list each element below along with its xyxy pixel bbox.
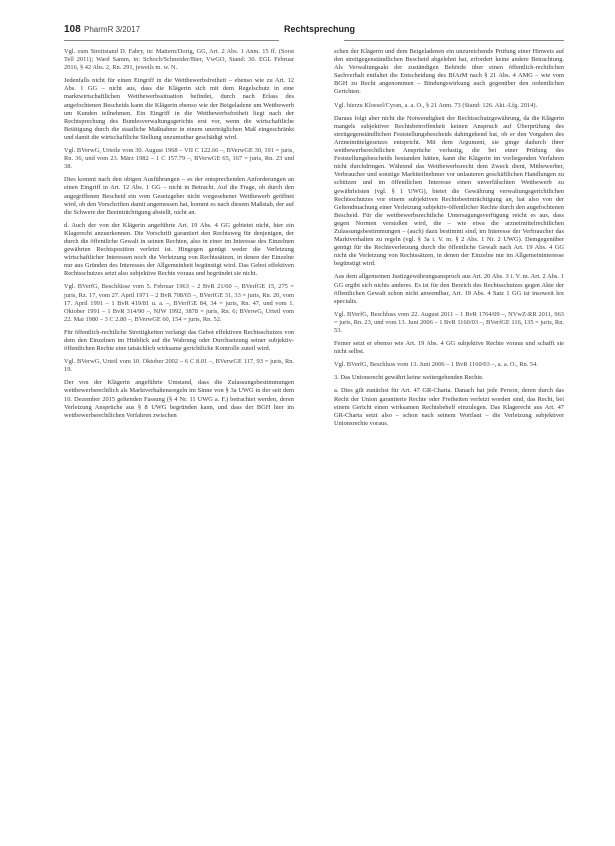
- paragraph: a. Dies gilt zunächst für Art. 47 GR-Charta. Danach hat jede Person, deren durch das Recht der Union garantierte Rechte oder Freiheiten verletzt worden sind, das Recht, bei einem Gericht einen wirksamen Rechtsbehelf einzulegen. Das Klagerecht aus Art. 47 GR-Charta setzt also – schon nach seinem Wortlaut – die Verletzung subjektiver Unionsrechte voraus.: [334, 387, 564, 427]
- journal-issue: PharmR 3/2017: [84, 25, 141, 34]
- paragraph: Aus dem allgemeinen Justizgewährungsanspruch aus Art. 20 Abs. 3 i. V. m. Art. 2 Abs. 1 GG ergibt sich nichts anderes. Es ist für den Bereich des Rechtsschutzes gegen Akte der öffentlichen Gewalt schon nicht anwendbar, Art. 19 Abs. 4 Satz 1 GG ist insoweit lex specialis.: [334, 273, 564, 305]
- paragraph: Für öffentlich-rechtliche Streitigkeiten verlangt das Gebot effektiven Rechtsschutzes von dem den Einzelnen im Hinblick auf die Wahrung oder Durchsetzung seiner subjektiv-öffentlichen Rechte eine tatsächlich wirksame gerichtliche Kontrolle zuteil wird.: [64, 328, 294, 353]
- paragraph: Vgl. BVerwG, Urteil vom 10. Oktober 2002 – 6 C 8.01 –, BVerwGE 117, 93 = juris, Rn. 19.: [64, 358, 294, 374]
- header-rule-left: [64, 40, 279, 41]
- paragraph: d. Auch der von der Klägerin angeführte Art. 19 Abs. 4 GG gebietet nicht, hier ein Klagerecht anzuerkennen. Die Vorschrift garantiert den Rechtsweg für denjenigen, der durch die öffentliche Gewalt in seinen Rechten, also in einer im Interesse des Einzelnen gewährten Rechtsposition verletzt ist. Hingegen genügt weder die Verletzung wirtschaftlicher Interessen noch die Verletzung von Rechtssätzen, in denen der Einzelne nur aus Gründen des Interesses der Allgemeinheit begünstigt wird. Das Gebot effektiven Rechtsschutzes setzt also subjektive Rechte voraus und begründet sie nicht.: [64, 221, 294, 278]
- paragraph: Der von der Klägerin angeführte Umstand, dass die Zulassungsbestimmungen wettbewerbsrechtlich als Marktverhaltensregeln im Sinne von § 3a UWG in der seit dem 10. Dezember 2015 geltenden Fassung (§ 4 Nr. 11 UWG a. F.) betrachtet werden, deren Verletzung Ansprüche aus § 8 UWG begründen kann, und dass der BGH hier im wettbewerbsrechtlichen Verfahren zwischen: [64, 379, 294, 419]
- paragraph: Ferner setzt er ebenso wie Art. 19 Abs. 4 GG subjektive Rechte voraus und schafft sie nicht selbst.: [334, 340, 564, 356]
- section-title: Rechtsprechung: [284, 24, 356, 34]
- header-rule-right: [344, 40, 564, 41]
- paragraph: Vgl. BVerfG, Beschluss vom 22. August 2011 – 1 BvR 1764/09 –, NVwZ-RR 2011, 963 = juris, Rn. 23, und vom 13. Juni 2006 – 1 BvR 1160/03 –, BVerfGE 116, 135 = juris, Rn. 53.: [334, 310, 564, 334]
- paragraph: 3. Das Unionsrecht gewährt keine weitergehenden Rechte.: [334, 374, 484, 382]
- right-column: [334, 48, 564, 433]
- page-header: [64, 22, 564, 44]
- paragraph: Vgl. BVerwG, Urteile vom 30. August 1968 – VII C 122.66 –, BVerwGE 30, 191 = juris, Rn. 36, und vom 23. März 1982 – 1 C 157.79 –, BVerwGE 65, 167 = juris, Rn. 23 und 38.: [64, 147, 294, 171]
- paragraph: schen der Klägerin und dem Beigeladenen ein unzureichende Prüfung einer Hinweis auf den streitgegenständlichen Bescheid abgelehnt hat, erfordert keine andere Betrachtung. Als Verwaltungsakt der zuständigen Behörde über einen öffentlich-rechtlichen Sachverhalt entfaltet die Entscheidung des BfArM nach § 21 Abs. 4 AMG – wie vom BGH zu Recht angenommen – Bindungswirkung auch gegenüber den ordentlichen Gerichten.: [334, 48, 564, 96]
- paragraph: Vgl. BVerfG, Beschluss vom 13. Juni 2006 – 1 BvR 1160/03 –, a. a. O., Rn. 54.: [334, 361, 538, 369]
- paragraph: Daraus folgt aber nicht die Notwendigkeit der Rechtsschutzgewährung, da die Klägerin mangels subjektiver Rechtsbetroffenheit keinen Anspruch auf Überprüfung des streitgegenständlichen Feststellungsbescheids dahingehend hat, ob er den Vorgaben des Arzneimittelgesetzes entspricht. Mit dem Argument, sie ginge dadurch ihrer wettbewerbsrechtlichen Ansprüche verlustig, die bei einer Prüfung des Feststellungsbescheids bestanden hätten, kann die Klägerin im vorliegenden Verfahren nicht durchdringen. Während das Wettbewerbsrecht dem Zweck dient, Mitbewerber, Verbraucher und sonstige Marktteilnehmer vor unlauteren geschäftlichen Handlungen zu schützen und im öffentlichen Interesse einen unverfälschten Wettbewerb zu gewährleisten (vgl. § 1 UWG), bietet die Gewährung verwaltungsgerichtlichen Rechtsschutzes vor einem subjektiven Rechtsbeeinträchtigung an, hat also von der Geltendmachung einer Verletzung subjektiv-öffentlicher Rechte durch den angefochtenen Bescheid. Für die wettbewerbsrechtliche Untersagungsverfügung reicht es aus, dass gegen Normen verstoßen wird, die – wie etwa die arzneimittelrechtlichen Zulassungsbestimmungen – (auch) dazu bestimmt sind, im Interesse der Verbraucher das Marktverhalten zu regeln (vgl. § 3a i. V. m. § 2 Abs. 1 Nr. 2 UWG). Demgegenüber genügt für die Rechtsverletzung durch die öffentliche Gewalt nach Art. 19 Abs. 4 GG nicht die Verletzung von Rechtssätzen, in denen der Einzelne nur im Allgemeininteresse begünstigt wird.: [334, 114, 564, 268]
- paragraph: Jedenfalls nicht für einen Eingriff in die Wettbewerbsfreiheit – ebenso wie zu Art. 12 Abs. 1 GG – nicht aus, dass die Klägerin sich mit dem Regelschutz in eine marktwirtschaftlichen Wettbewerbssituation befindet, durch nach Erlass des angefochtenen Bescheids kann die Klägerin ebenso wie der Beigeladene um Wettbewerb um Kunden teilnehmen. Ein Eingriff in die Wettbewerbsfreiheit liegt nach der Rechtsprechung des Bundesverwaltungsgerichts erst vor, wenn die wirtschaftliche Betätigung durch die staatliche Maßnahme in einem unerträglichen Maß eingeschränkt und damit die wirtschaftliche Stellung unzumutbar geschädigt wird.: [64, 77, 294, 141]
- paragraph: Vgl. BVerfG, Beschlüsse vom 5. Februar 1963 – 2 BvR 21/60 –, BVerfGE 15, 275 = juris, Rz. 17, vom 27. April 1971 – 2 BvR 708/65 –, BVerfGE 31, 33 = juris, Rn. 20, vom 17. April 1991 – 1 BvR 419/81 u. a. –, BVerfGE 84, 34 = juris, Rn. 47, und vom 1. Oktober 1991 – 1 BvR 314/90 –, NJW 1992, 3878 = juris, Rn. 6; BVerwG, Urteil vom 22. Mai 1980 – 3 C 2.80 –, BVerwGE 60, 154 = juris, Rn. 52.: [64, 283, 294, 323]
- paragraph: Vgl. hierzu Kloesel/Cyran, a. a. O., § 21 Anm. 73 (Stand: 126. Akt.-Lfg. 2014).: [334, 101, 538, 109]
- left-column: [64, 48, 294, 425]
- paragraph: Dies kommt nach den obigen Ausführungen – es der entsprechenden Anforderungen an einen Eingriff in Art. 12 Abs. 1 GG – nicht in Betracht. Auf die Frage, ob durch den angegriffenen Bescheid ein vom Gesetzgeber nicht vorgesehener Wettbewerb geöffnet wird, ob den Vorschriften damit angemessen hat, kommt es nach diesem Maßstab, der auf die Schwere der Beeinträchtigung abstellt, nicht an.: [64, 176, 294, 216]
- paragraph: Vgl. zum Streitstand D. Fabry, in: Mattern/Dorig, GG, Art. 2 Abs. 1 Anm. 15 ff. (Sorst Tell 2011); Ward Samm, in: Schoch/Schneider/Bier, VwGO, Stand: 30. EGL Februar 2016, § 42 Abs. 2, Rn. 291, jeweils m. w. N.: [64, 48, 294, 72]
- page-number: 108: [64, 24, 81, 35]
